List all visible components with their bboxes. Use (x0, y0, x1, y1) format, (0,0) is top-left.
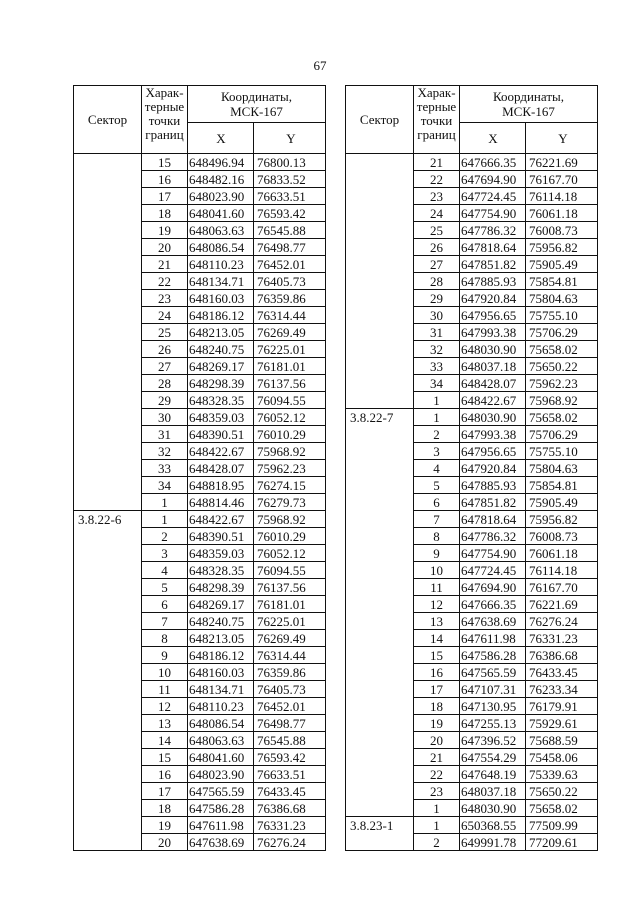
y-coordinate-cell: 76386.68 (526, 647, 598, 664)
x-coordinate-cell: 647885.93 (460, 273, 526, 290)
y-coordinate-cell: 76269.49 (254, 324, 326, 341)
sector-cell (346, 817, 414, 851)
sector-header: Сектор (346, 86, 414, 154)
y-coordinate-cell: 76800.13 (254, 154, 326, 171)
point-number-cell: 16 (142, 766, 188, 783)
x-coordinate-cell: 648063.63 (188, 732, 254, 749)
y-coordinate-cell: 75905.49 (526, 256, 598, 273)
x-coordinate-cell: 648482.16 (188, 171, 254, 188)
x-coordinate-cell: 647724.45 (460, 188, 526, 205)
x-coordinate-cell: 647920.84 (460, 290, 526, 307)
point-number-cell: 4 (414, 460, 460, 477)
point-number-cell: 2 (414, 426, 460, 443)
table-row (74, 511, 326, 528)
point-number-cell: 25 (142, 324, 188, 341)
y-coordinate-cell: 76498.77 (254, 715, 326, 732)
x-coordinate-cell: 647586.28 (460, 647, 526, 664)
x-coordinate-cell: 647638.69 (188, 834, 254, 851)
x-coordinate-cell: 648023.90 (188, 766, 254, 783)
point-number-cell: 13 (414, 613, 460, 630)
y-coordinate-cell: 75658.02 (526, 341, 598, 358)
point-number-cell: 10 (414, 562, 460, 579)
y-coordinate-cell: 75650.22 (526, 358, 598, 375)
y-coordinate-cell: 75688.59 (526, 732, 598, 749)
point-number-cell: 8 (414, 528, 460, 545)
sector-header: Сектор (74, 86, 142, 154)
y-coordinate-cell: 75458.06 (526, 749, 598, 766)
x-coordinate-cell: 648037.18 (460, 358, 526, 375)
y-coordinate-cell: 76633.51 (254, 766, 326, 783)
y-coordinate-cell: 76010.29 (254, 426, 326, 443)
y-coordinate-cell: 76331.23 (526, 630, 598, 647)
point-number-cell: 2 (142, 528, 188, 545)
point-number-cell: 21 (414, 154, 460, 171)
y-coordinate-cell: 75905.49 (526, 494, 598, 511)
coordinates-body-right (346, 154, 598, 851)
x-coordinate-cell: 647694.90 (460, 171, 526, 188)
point-number-cell: 32 (142, 443, 188, 460)
x-coordinate-cell: 647107.31 (460, 681, 526, 698)
y-coordinate-cell: 76314.44 (254, 307, 326, 324)
sector-name: 3.8.23-1 (350, 818, 394, 833)
y-coordinate-cell: 75650.22 (526, 783, 598, 800)
point-number-cell: 3 (414, 443, 460, 460)
y-coordinate-cell: 75962.23 (526, 375, 598, 392)
x-coordinate-cell: 647611.98 (188, 817, 254, 834)
x-coordinate-cell: 647565.59 (188, 783, 254, 800)
x-coordinate-cell: 647993.38 (460, 426, 526, 443)
x-coordinate-cell: 648428.07 (188, 460, 254, 477)
sector-cell (74, 154, 142, 511)
x-coordinate-cell: 647851.82 (460, 256, 526, 273)
x-coordinate-cell: 648298.39 (188, 579, 254, 596)
y-coordinate-cell: 76452.01 (254, 256, 326, 273)
point-number-cell: 14 (142, 732, 188, 749)
point-number-cell: 27 (414, 256, 460, 273)
y-coordinate-cell: 76094.55 (254, 392, 326, 409)
y-coordinate-cell: 77509.99 (526, 817, 598, 834)
points-header-line: Харак- (145, 85, 184, 100)
x-coordinate-cell: 648390.51 (188, 426, 254, 443)
y-coordinate-cell: 76405.73 (254, 273, 326, 290)
point-number-cell: 2 (414, 834, 460, 851)
point-number-cell: 22 (414, 171, 460, 188)
point-number-cell: 19 (142, 817, 188, 834)
y-coordinate-cell: 76010.29 (254, 528, 326, 545)
point-number-cell: 1 (414, 800, 460, 817)
point-number-cell: 29 (142, 392, 188, 409)
x-coordinate-cell: 648023.90 (188, 188, 254, 205)
point-number-cell: 29 (414, 290, 460, 307)
point-number-cell: 27 (142, 358, 188, 375)
x-coordinate-cell: 648359.03 (188, 545, 254, 562)
y-coordinate-cell: 75755.10 (526, 307, 598, 324)
point-number-cell: 19 (414, 715, 460, 732)
y-coordinate-cell: 76137.56 (254, 579, 326, 596)
x-coordinate-cell: 647786.32 (460, 222, 526, 239)
coordinates-table-left (73, 85, 326, 851)
point-number-cell: 20 (142, 834, 188, 851)
points-header-line: точки (420, 113, 453, 128)
x-coordinate-cell: 648422.67 (460, 392, 526, 409)
table-row (74, 154, 326, 171)
y-coordinate-cell: 75956.82 (526, 239, 598, 256)
y-coordinate-cell: 76094.55 (254, 562, 326, 579)
point-number-cell: 30 (414, 307, 460, 324)
y-coordinate-cell: 76274.15 (254, 477, 326, 494)
y-coordinate-cell: 76276.24 (526, 613, 598, 630)
sector-cell (74, 511, 142, 851)
point-number-cell: 22 (414, 766, 460, 783)
point-number-cell: 34 (414, 375, 460, 392)
x-coordinate-cell: 648030.90 (460, 409, 526, 426)
x-coordinate-cell: 647724.45 (460, 562, 526, 579)
y-coordinate-cell: 76331.23 (254, 817, 326, 834)
point-number-cell: 11 (142, 681, 188, 698)
y-coordinate-cell: 76221.69 (526, 596, 598, 613)
y-coordinate-cell: 75962.23 (254, 460, 326, 477)
points-header-line: границ (145, 127, 184, 142)
point-number-cell: 12 (414, 596, 460, 613)
x-coordinate-cell: 648110.23 (188, 698, 254, 715)
point-number-cell: 19 (142, 222, 188, 239)
point-number-cell: 1 (142, 494, 188, 511)
y-coordinate-cell: 75658.02 (526, 409, 598, 426)
point-number-cell: 7 (142, 613, 188, 630)
point-number-cell: 6 (414, 494, 460, 511)
table-row (346, 409, 598, 426)
coordinates-header-line: Координаты, (221, 89, 292, 104)
x-coordinate-cell: 650368.55 (460, 817, 526, 834)
x-coordinate-cell: 647255.13 (460, 715, 526, 732)
x-coordinate-cell: 648359.03 (188, 409, 254, 426)
y-coordinate-cell: 76433.45 (526, 664, 598, 681)
coordinates-header (188, 86, 326, 123)
point-number-cell: 25 (414, 222, 460, 239)
x-coordinate-cell: 647920.84 (460, 460, 526, 477)
point-number-cell: 6 (142, 596, 188, 613)
x-coordinate-cell: 648030.90 (460, 800, 526, 817)
x-coordinate-cell: 647586.28 (188, 800, 254, 817)
y-coordinate-cell: 77209.61 (526, 834, 598, 851)
points-header-line: терные (144, 99, 185, 114)
point-number-cell: 9 (142, 647, 188, 664)
x-coordinate-cell: 647666.35 (460, 154, 526, 171)
x-coordinate-cell: 647885.93 (460, 477, 526, 494)
x-coordinate-cell: 648240.75 (188, 613, 254, 630)
point-number-cell: 21 (414, 749, 460, 766)
x-coordinate-cell: 648186.12 (188, 647, 254, 664)
y-coordinate-cell: 76233.34 (526, 681, 598, 698)
y-coordinate-cell: 76405.73 (254, 681, 326, 698)
y-coordinate-cell: 76061.18 (526, 545, 598, 562)
coordinates-body-left (74, 154, 326, 851)
page-number: 67 (313, 58, 327, 73)
points-header-line: границ (417, 127, 456, 142)
point-number-cell: 15 (142, 154, 188, 171)
point-number-cell: 16 (142, 171, 188, 188)
y-coordinate-cell: 76545.88 (254, 732, 326, 749)
x-coordinate-cell: 647666.35 (460, 596, 526, 613)
point-number-cell: 26 (414, 239, 460, 256)
point-number-cell: 33 (414, 358, 460, 375)
point-number-cell: 1 (142, 511, 188, 528)
x-coordinate-cell: 648186.12 (188, 307, 254, 324)
coordinates-table-right (345, 85, 598, 851)
x-coordinate-cell: 648213.05 (188, 324, 254, 341)
x-coordinate-cell: 648818.95 (188, 477, 254, 494)
coordinates-header (460, 86, 598, 123)
point-number-cell: 13 (142, 715, 188, 732)
y-coordinate-cell: 75968.92 (254, 511, 326, 528)
points-header-line: точки (148, 113, 181, 128)
point-number-cell: 17 (142, 188, 188, 205)
x-coordinate-cell: 648160.03 (188, 290, 254, 307)
y-header: Y (526, 123, 598, 154)
x-coordinate-cell: 648086.54 (188, 715, 254, 732)
x-coordinate-cell: 648496.94 (188, 154, 254, 171)
x-coordinate-cell: 647694.90 (460, 579, 526, 596)
sector-name: 3.8.22-6 (78, 512, 122, 527)
point-number-cell: 1 (414, 817, 460, 834)
x-coordinate-cell: 648160.03 (188, 664, 254, 681)
y-coordinate-cell: 76359.86 (254, 664, 326, 681)
point-number-cell: 18 (414, 698, 460, 715)
x-coordinate-cell: 648328.35 (188, 562, 254, 579)
x-coordinate-cell: 648086.54 (188, 239, 254, 256)
point-number-cell: 7 (414, 511, 460, 528)
point-number-cell: 31 (414, 324, 460, 341)
point-number-cell: 23 (142, 290, 188, 307)
x-coordinate-cell: 648422.67 (188, 511, 254, 528)
y-coordinate-cell: 76314.44 (254, 647, 326, 664)
point-number-cell: 28 (142, 375, 188, 392)
point-number-cell: 8 (142, 630, 188, 647)
point-number-cell: 23 (414, 783, 460, 800)
x-coordinate-cell: 648269.17 (188, 358, 254, 375)
y-coordinate-cell: 76137.56 (254, 375, 326, 392)
point-number-cell: 21 (142, 256, 188, 273)
x-coordinate-cell: 647786.32 (460, 528, 526, 545)
y-coordinate-cell: 76052.12 (254, 409, 326, 426)
y-coordinate-cell: 76225.01 (254, 613, 326, 630)
point-number-cell: 5 (142, 579, 188, 596)
point-number-cell: 14 (414, 630, 460, 647)
point-number-cell: 31 (142, 426, 188, 443)
points-header (414, 86, 460, 154)
x-coordinate-cell: 648269.17 (188, 596, 254, 613)
x-coordinate-cell: 649991.78 (460, 834, 526, 851)
point-number-cell: 15 (414, 647, 460, 664)
point-number-cell: 22 (142, 273, 188, 290)
points-header-line: Харак- (417, 85, 456, 100)
point-number-cell: 33 (142, 460, 188, 477)
y-coordinate-cell: 76061.18 (526, 205, 598, 222)
point-number-cell: 23 (414, 188, 460, 205)
point-number-cell: 28 (414, 273, 460, 290)
table-row (346, 817, 598, 834)
y-coordinate-cell: 75968.92 (526, 392, 598, 409)
point-number-cell: 26 (142, 341, 188, 358)
y-coordinate-cell: 76008.73 (526, 528, 598, 545)
y-coordinate-cell: 76359.86 (254, 290, 326, 307)
x-coordinate-cell: 647993.38 (460, 324, 526, 341)
point-number-cell: 20 (142, 239, 188, 256)
point-number-cell: 10 (142, 664, 188, 681)
y-coordinate-cell: 76452.01 (254, 698, 326, 715)
point-number-cell: 1 (414, 392, 460, 409)
x-coordinate-cell: 648213.05 (188, 630, 254, 647)
x-header: X (460, 123, 526, 154)
y-coordinate-cell: 75968.92 (254, 443, 326, 460)
x-coordinate-cell: 647956.65 (460, 307, 526, 324)
x-coordinate-cell: 647554.29 (460, 749, 526, 766)
y-coordinate-cell: 76225.01 (254, 341, 326, 358)
x-coordinate-cell: 647638.69 (460, 613, 526, 630)
y-coordinate-cell: 76269.49 (254, 630, 326, 647)
y-coordinate-cell: 76114.18 (526, 562, 598, 579)
x-coordinate-cell: 648110.23 (188, 256, 254, 273)
x-coordinate-cell: 647754.90 (460, 545, 526, 562)
point-number-cell: 9 (414, 545, 460, 562)
sector-name: 3.8.22-7 (350, 410, 394, 425)
point-number-cell: 5 (414, 477, 460, 494)
point-number-cell: 4 (142, 562, 188, 579)
y-coordinate-cell: 75706.29 (526, 426, 598, 443)
x-coordinate-cell: 648428.07 (460, 375, 526, 392)
y-coordinate-cell: 75755.10 (526, 443, 598, 460)
y-coordinate-cell: 76052.12 (254, 545, 326, 562)
point-number-cell: 18 (142, 205, 188, 222)
y-coordinate-cell: 75804.63 (526, 290, 598, 307)
y-coordinate-cell: 76167.70 (526, 579, 598, 596)
x-coordinate-cell: 647130.95 (460, 698, 526, 715)
y-coordinate-cell: 75956.82 (526, 511, 598, 528)
sector-cell (346, 409, 414, 817)
point-number-cell: 30 (142, 409, 188, 426)
x-coordinate-cell: 648030.90 (460, 341, 526, 358)
x-coordinate-cell: 647818.64 (460, 239, 526, 256)
x-coordinate-cell: 648240.75 (188, 341, 254, 358)
point-number-cell: 17 (142, 783, 188, 800)
point-number-cell: 11 (414, 579, 460, 596)
point-number-cell: 16 (414, 664, 460, 681)
y-coordinate-cell: 76833.52 (254, 171, 326, 188)
x-coordinate-cell: 647611.98 (460, 630, 526, 647)
y-coordinate-cell: 75339.63 (526, 766, 598, 783)
y-coordinate-cell: 76114.18 (526, 188, 598, 205)
point-number-cell: 32 (414, 341, 460, 358)
y-coordinate-cell: 75706.29 (526, 324, 598, 341)
point-number-cell: 17 (414, 681, 460, 698)
x-coordinate-cell: 647851.82 (460, 494, 526, 511)
x-coordinate-cell: 648037.18 (460, 783, 526, 800)
x-coordinate-cell: 648422.67 (188, 443, 254, 460)
y-coordinate-cell: 75929.61 (526, 715, 598, 732)
y-coordinate-cell: 76167.70 (526, 171, 598, 188)
x-coordinate-cell: 648063.63 (188, 222, 254, 239)
y-coordinate-cell: 76593.42 (254, 205, 326, 222)
y-coordinate-cell: 76279.73 (254, 494, 326, 511)
point-number-cell: 18 (142, 800, 188, 817)
point-number-cell: 15 (142, 749, 188, 766)
point-number-cell: 1 (414, 409, 460, 426)
x-coordinate-cell: 647396.52 (460, 732, 526, 749)
sector-cell (346, 154, 414, 409)
x-header: X (188, 123, 254, 154)
x-coordinate-cell: 648390.51 (188, 528, 254, 545)
point-number-cell: 20 (414, 732, 460, 749)
x-coordinate-cell: 647818.64 (460, 511, 526, 528)
x-coordinate-cell: 648041.60 (188, 749, 254, 766)
y-coordinate-cell: 75804.63 (526, 460, 598, 477)
x-coordinate-cell: 648134.71 (188, 273, 254, 290)
y-coordinate-cell: 76008.73 (526, 222, 598, 239)
points-header (142, 86, 188, 154)
point-number-cell: 3 (142, 545, 188, 562)
y-coordinate-cell: 76593.42 (254, 749, 326, 766)
x-coordinate-cell: 648298.39 (188, 375, 254, 392)
coordinates-header-line: МСК-167 (502, 104, 555, 119)
y-coordinate-cell: 76179.91 (526, 698, 598, 715)
y-coordinate-cell: 76545.88 (254, 222, 326, 239)
y-coordinate-cell: 76181.01 (254, 596, 326, 613)
y-coordinate-cell: 76276.24 (254, 834, 326, 851)
y-coordinate-cell: 76498.77 (254, 239, 326, 256)
y-coordinate-cell: 76221.69 (526, 154, 598, 171)
x-coordinate-cell: 648328.35 (188, 392, 254, 409)
x-coordinate-cell: 648041.60 (188, 205, 254, 222)
x-coordinate-cell: 647956.65 (460, 443, 526, 460)
y-coordinate-cell: 76386.68 (254, 800, 326, 817)
y-coordinate-cell: 76433.45 (254, 783, 326, 800)
x-coordinate-cell: 647754.90 (460, 205, 526, 222)
y-coordinate-cell: 75854.81 (526, 273, 598, 290)
x-coordinate-cell: 648134.71 (188, 681, 254, 698)
point-number-cell: 12 (142, 698, 188, 715)
coordinates-header-line: Координаты, (493, 89, 564, 104)
x-coordinate-cell: 647648.19 (460, 766, 526, 783)
x-coordinate-cell: 647565.59 (460, 664, 526, 681)
y-coordinate-cell: 75854.81 (526, 477, 598, 494)
point-number-cell: 24 (414, 205, 460, 222)
points-header-line: терные (416, 99, 457, 114)
coordinates-header-line: МСК-167 (230, 104, 283, 119)
point-number-cell: 24 (142, 307, 188, 324)
table-row (346, 154, 598, 171)
x-coordinate-cell: 648814.46 (188, 494, 254, 511)
y-coordinate-cell: 76181.01 (254, 358, 326, 375)
point-number-cell: 34 (142, 477, 188, 494)
y-header: Y (254, 123, 326, 154)
y-coordinate-cell: 76633.51 (254, 188, 326, 205)
y-coordinate-cell: 75658.02 (526, 800, 598, 817)
